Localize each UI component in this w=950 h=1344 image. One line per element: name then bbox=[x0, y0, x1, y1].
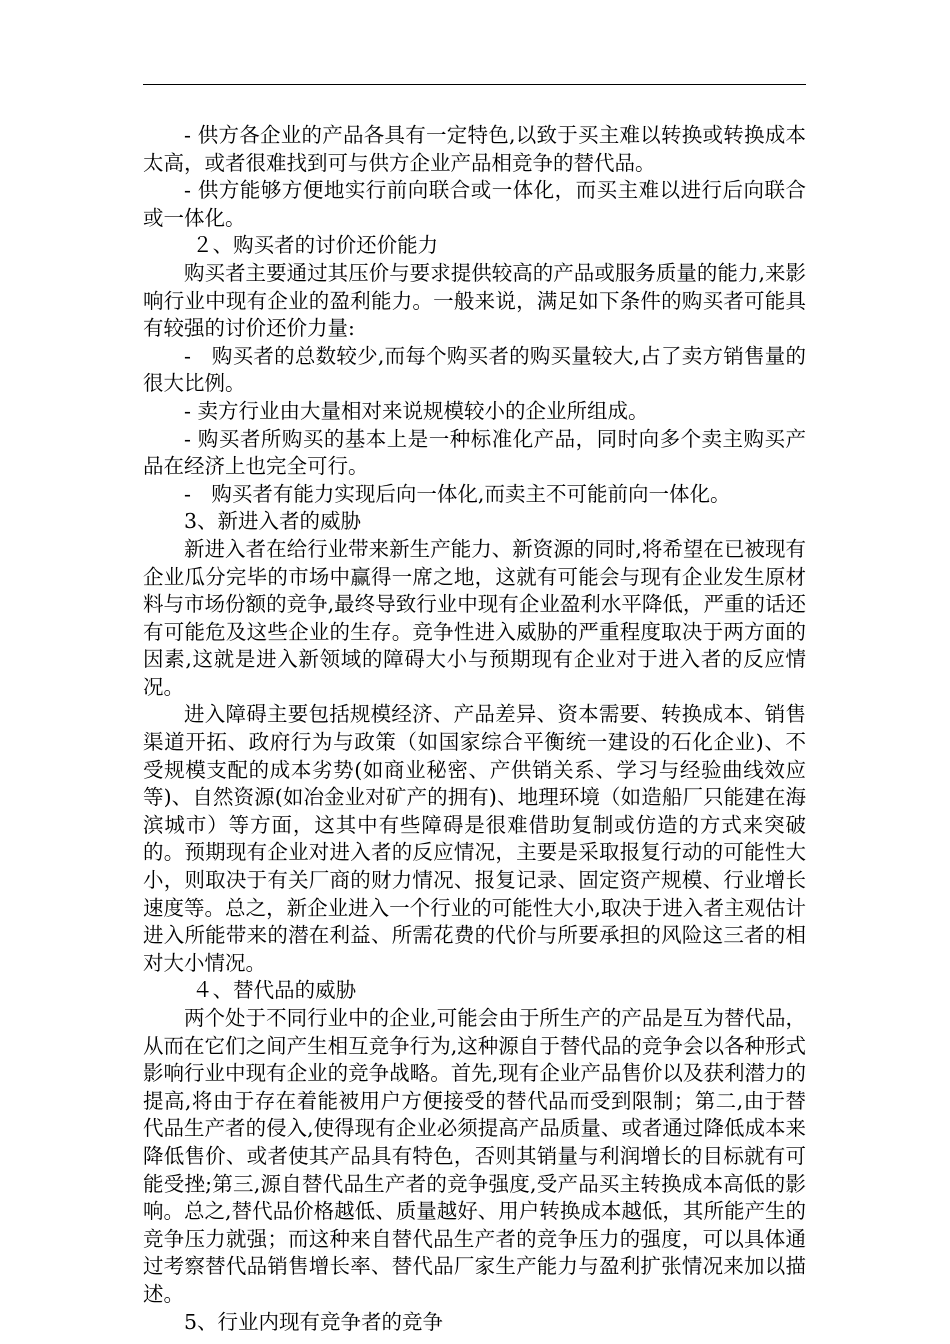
header-rule bbox=[143, 84, 806, 85]
heading-new-entrants: 3、新进入者的威胁 bbox=[184, 509, 362, 534]
body-text bbox=[143, 122, 806, 1336]
heading-substitutes: ４、替代品的威胁 bbox=[192, 978, 357, 1003]
heading-buyer-bargaining-power: ２、购买者的讨价还价能力 bbox=[192, 233, 439, 258]
paragraph-supplier-product-uniqueness: - 供方各企业的产品各具有一定特色,以致于买主难以转换或转换成本太高，或者很难找到可与供方企业产品相竞争的替代品。 bbox=[143, 123, 806, 175]
paragraph-standardized-product: - 购买者所购买的基本上是一种标准化产品，同时向多个卖主购买产品在经济上也完全可行。 bbox=[143, 426, 806, 479]
heading-existing-competitors: 5、行业内现有竞争者的竞争 bbox=[184, 1309, 444, 1334]
paragraph-supplier-forward-integration: - 供方能够方便地实行前向联合或一体化，而买主难以进行后向联合或一体化。 bbox=[143, 178, 806, 230]
paragraph-substitutes-threat: 两个处于不同行业中的企业,可能会由于所生产的产品是互为替代品，从而在它们之间产生相互竞争行为,这种源自于替代品的竞争会以各种形式影响行业中现有企业的竞争战略。首先,现有企业产品售价以及获利潜力的提高,将由于存在着能被用户方便接受的替代品而受到限制；第二,由于替代品生产者的侵入,使得现有企业必须提高产品质量、或者通过降低成本来降低售价、或者使其产品具有特色，否则其销量与利润增长的目标就有可能受挫;第三,源自替代品生产者的竞争强度,受产品买主转换成本高低的影响。总之,替代品价格越低、质量越好、用户转换成本越低，其所能产生的竞争压力就强；而这种来自替代品生产者的竞争压力的强度，可以具体通过考察替代品销售增长率、替代品厂家生产能力与盈利扩张情况来加以描述。 bbox=[143, 1006, 806, 1306]
paragraph-new-entrants-threat: 新进入者在给行业带来新生产能力、新资源的同时,将希望在已被现有企业瓜分完毕的市场中赢得一席之地，这就有可能会与现有企业发生原材料与市场份额的竞争,最终导致行业中现有企业盈利水平降低，严重的话还有可能危及这些企业的生存。竞争性进入威胁的严重程度取决于两方面的因素,这就是进入新领域的障碍大小与预期现有企业对于进入者的反应情况。 bbox=[143, 536, 806, 699]
paragraph-buyer-backward-integration: - 购买者有能力实现后向一体化,而卖主不可能前向一体化。 bbox=[184, 481, 731, 506]
paragraph-buyer-bargaining-intro: 购买者主要通过其压价与要求提供较高的产品或服务质量的能力,来影响行业中现有企业的盈利能力。一般来说，满足如下条件的购买者可能具有较强的讨价还价力量: bbox=[143, 260, 806, 341]
paragraph-entry-barriers: 进入障碍主要包括规模经济、产品差异、资本需要、转换成本、销售渠道开拓、政府行为与政策（如国家综合平衡统一建设的石化企业)、不受规模支配的成本劣势(如商业秘密、产供销关系、学习与经验曲线效应等)、自然资源(如冶金业对矿产的拥有)、地理环境（如造船厂只能建在海滨城市）等方面，这其中有些障碍是很难借助复制或仿造的方式来突破的。预期现有企业对进入者的反应情况，主要是采取报复行动的可能性大小，则取决于有关厂商的财力情况、报复记录、固定资产规模、行业增长速度等。总之，新企业进入一个行业的可能性大小,取决于进入者主观估计进入所能带来的潜在利益、所需花费的代价与所要承担的风险这三者的相对大小情况。 bbox=[143, 702, 806, 975]
paragraph-seller-fragmented: - 卖方行业由大量相对来说规模较小的企业所组成。 bbox=[184, 398, 649, 423]
paragraph-buyer-few-large: - 购买者的总数较少,而每个购买者的购买量较大,占了卖方销售量的很大比例。 bbox=[143, 343, 806, 396]
